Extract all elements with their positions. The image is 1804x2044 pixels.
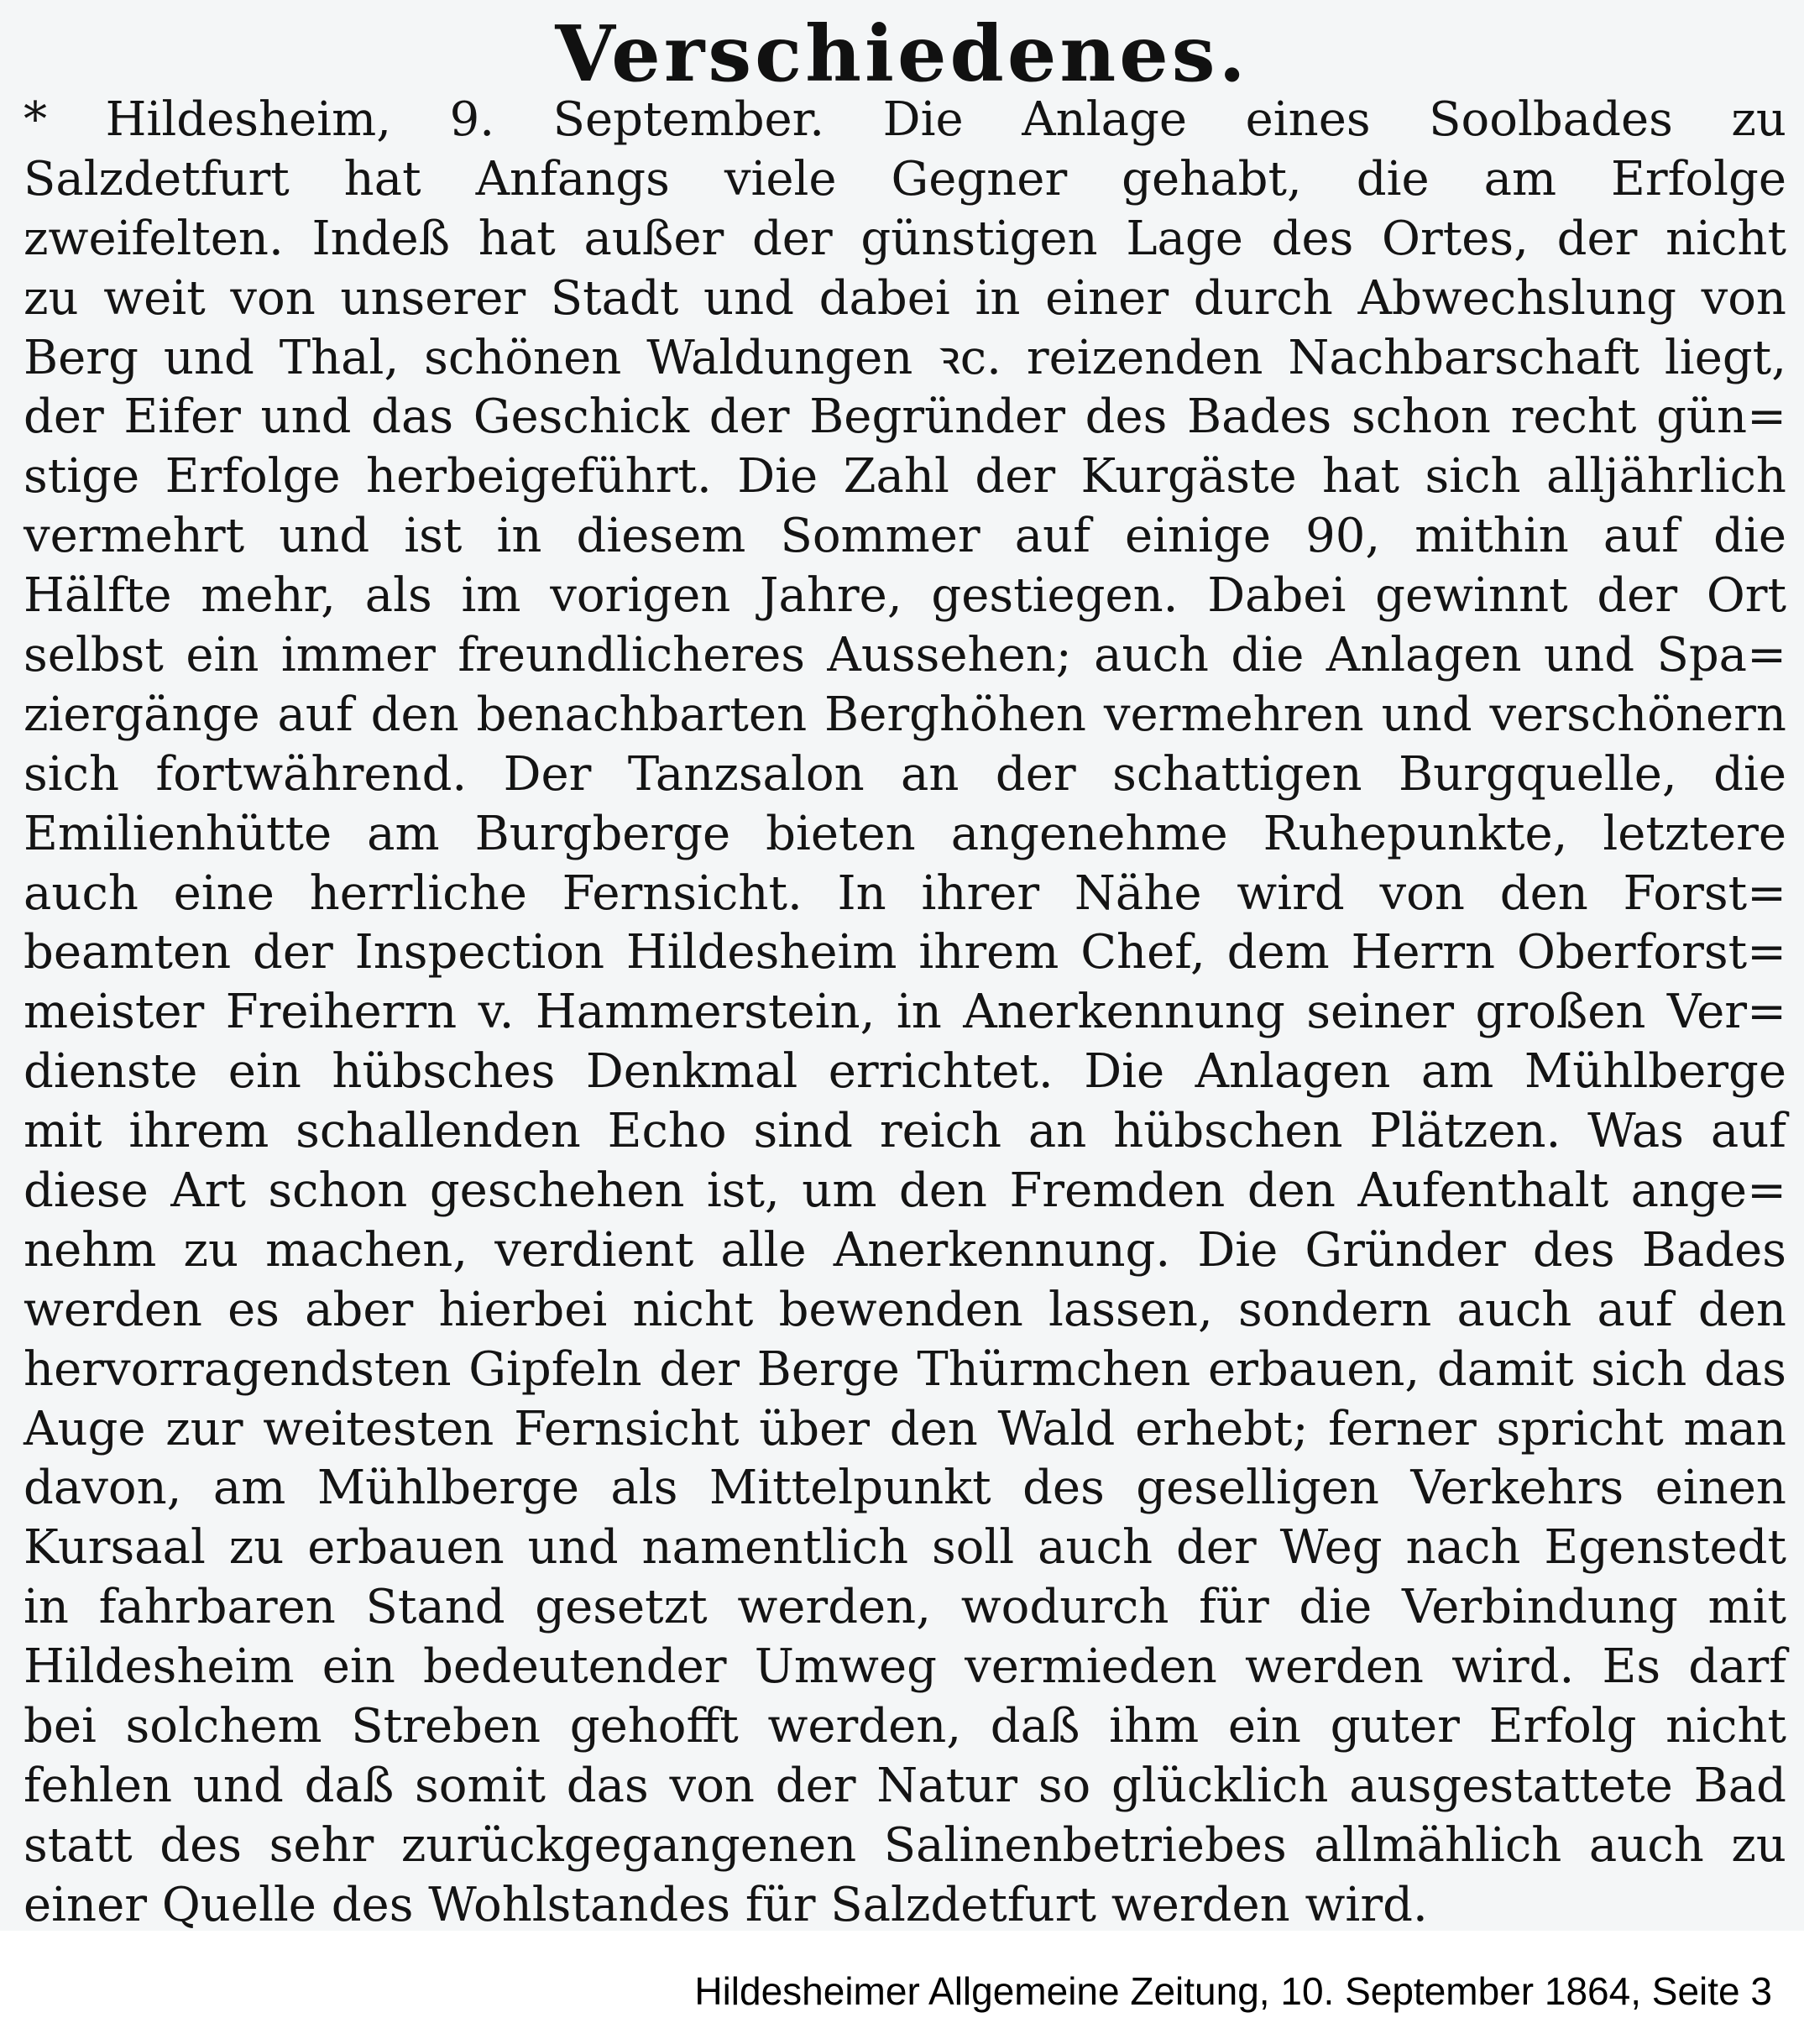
article-body bbox=[24, 91, 1786, 1936]
article-line: in fahrbaren Stand gesetzt werden, wodurch für die Verbindung mit bbox=[24, 1580, 1786, 1635]
article-line: statt des sehr zurückgegangenen Salinenbetriebes allmählich auch zu bbox=[24, 1817, 1786, 1873]
article-line: auch eine herrliche Fernsicht. In ihrer Nähe wird von den Forst= bbox=[24, 865, 1786, 921]
article-line: werden es aber hierbei nicht bewenden lassen, sondern auch auf den bbox=[24, 1282, 1786, 1337]
article-line: beamten der Inspection Hildesheim ihrem Chef, dem Herrn Oberforst= bbox=[24, 925, 1786, 980]
article-line: diese Art schon geschehen ist, um den Fremden den Aufenthalt ange= bbox=[24, 1163, 1786, 1219]
article-line: vermehrt und ist in diesem Sommer auf einige 90, mithin auf die bbox=[24, 509, 1786, 564]
article-heading: Verschiedenes. bbox=[555, 8, 1249, 99]
article-line: selbst ein immer freundlicheres Aussehen; auch die Anlagen und Spa= bbox=[24, 628, 1786, 683]
article-line: ziergänge auf den benachbarten Berghöhen vermehren und verschönern bbox=[24, 687, 1786, 742]
article-line: Hälfte mehr, als im vorigen Jahre, gestiegen. Dabei gewinnt der Ort bbox=[24, 568, 1786, 624]
article-line: einer Quelle des Wohlstandes für Salzdetfurt werden wird. bbox=[24, 1877, 1428, 1932]
article-line: der Eifer und das Geschick der Begründer des Bades schon recht gün= bbox=[24, 389, 1786, 445]
article-line: dienste ein hübsches Denkmal errichtet. Die Anlagen am Mühlberge bbox=[24, 1044, 1786, 1100]
article-line: zu weit von unserer Stadt und dabei in einer durch Abwechslung von bbox=[24, 270, 1786, 326]
article-line: Kursaal zu erbauen und namentlich soll auch der Weg nach Egenstedt bbox=[24, 1520, 1786, 1576]
article-line: stige Erfolge herbeigeführt. Die Zahl der Kurgäste hat sich alljährlich bbox=[24, 449, 1786, 504]
article-line: sich fortwährend. Der Tanzsalon an der schattigen Burgquelle, die bbox=[24, 746, 1786, 802]
article-line: mit ihrem schallenden Echo sind reich an hübschen Plätzen. Was auf bbox=[24, 1104, 1786, 1159]
article-line: Auge zur weitesten Fernsicht über den Wald erhebt; ferner spricht man bbox=[24, 1401, 1786, 1456]
article-line: fehlen und daß somit das von der Natur so glücklich ausgestattete Bad bbox=[24, 1758, 1786, 1813]
article-line: * Hildesheim, 9. September. Die Anlage eines Soolbades zu bbox=[24, 92, 1786, 147]
article-line: Berg und Thal, schönen Waldungen ꝛc. reizenden Nachbarschaft liegt, bbox=[24, 330, 1786, 385]
article-line: nehm zu machen, verdient alle Anerkennung. Die Gründer des Bades bbox=[24, 1222, 1786, 1278]
article-line: hervorragendsten Gipfeln der Berge Thürmchen erbauen, damit sich das bbox=[24, 1341, 1786, 1397]
article-line: Emilienhütte am Burgberge bieten angenehme Ruhepunkte, letztere bbox=[24, 806, 1786, 861]
article-line: davon, am Mühlberge als Mittelpunkt des geselligen Verkehrs einen bbox=[24, 1461, 1786, 1516]
article-line: zweifelten. Indeß hat außer der günstigen Lage des Ortes, der nicht bbox=[24, 211, 1786, 266]
article-line: Hildesheim ein bedeutender Umweg vermieden werden wird. Es darf bbox=[24, 1639, 1786, 1695]
article-line: meister Freiherrn v. Hammerstein, in Anerkennung seiner großen Ver= bbox=[24, 985, 1786, 1040]
article-line: bei solchem Streben gehofft werden, daß ihm ein guter Erfolg nicht bbox=[24, 1699, 1786, 1754]
source-caption: Hildesheimer Allgemeine Zeitung, 10. September 1864, Seite 3 bbox=[694, 1969, 1772, 2013]
article-line: Salzdetfurt hat Anfangs viele Gegner gehabt, die am Erfolge bbox=[24, 151, 1786, 206]
